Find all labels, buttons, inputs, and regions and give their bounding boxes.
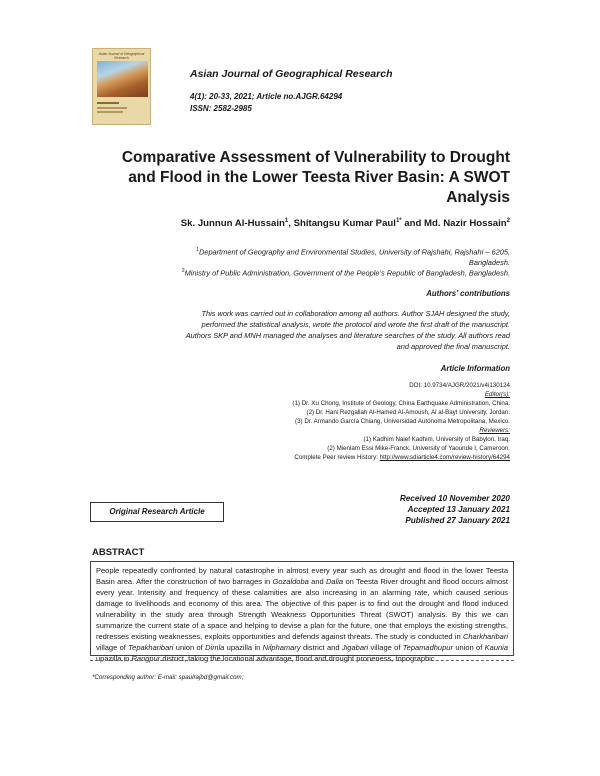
- author-list: [60, 218, 510, 229]
- abstract-place-name: Dimla: [205, 643, 225, 652]
- doi: DOI: 10.9734/AJGR/2021/v4i130124: [409, 382, 510, 389]
- author-affiliation-mark: 2: [506, 218, 510, 224]
- editor-entry: (1) Dr. Xu Chong, Institute of Geology, China Earthquake Administration, China.: [292, 400, 510, 407]
- abstract-text: district, taking the locational advantage, flood and drought proneness, topographic: [160, 654, 435, 663]
- reviewers-label: Reviewers:: [479, 427, 510, 434]
- author-affiliation-mark: 1: [284, 218, 289, 224]
- abstract-place-name: Jigabari: [341, 643, 369, 652]
- cover-landscape-image: [97, 61, 148, 97]
- affiliation-mark: 1: [196, 247, 199, 253]
- title-line: and Flood in the Lower Teesta River Basin: A SWOT: [128, 169, 510, 186]
- abstract-text: village of: [368, 643, 403, 652]
- issue-line: 4(1): 20-33, 2021; Article no.AJGR.64294: [190, 92, 343, 101]
- article-info-block: [200, 381, 510, 462]
- abstract-text: and: [308, 577, 327, 586]
- abstract-text: union of: [452, 643, 485, 652]
- abstract-place-name: Rangpur: [131, 654, 161, 663]
- author-name: Md. Nazir Hossain: [424, 218, 507, 230]
- abstract-text: upazilla in: [96, 654, 132, 663]
- author-separator: and: [401, 218, 425, 230]
- publication-dates: [320, 493, 510, 526]
- paper-title: [60, 148, 510, 208]
- review-history: [200, 453, 510, 462]
- editors-label: Editor(s):: [484, 391, 510, 398]
- journal-name: Asian Journal of Geographical Research: [190, 68, 393, 80]
- issn-line: ISSN: 2582-2985: [190, 104, 252, 113]
- contributions-text: [80, 308, 510, 352]
- review-history-label: Complete Peer review History:: [294, 454, 380, 461]
- author-name: Shitangsu Kumar Paul: [293, 218, 396, 230]
- contributions-line: and approved the final manuscript.: [396, 342, 510, 351]
- article-type-box: Original Research Article: [90, 502, 224, 522]
- affiliation-mark: 2: [181, 268, 185, 274]
- article-info-heading: Article Information: [440, 364, 510, 373]
- abstract-heading: ABSTRACT: [92, 547, 145, 558]
- abstract-place-name: Nilphamary: [262, 643, 301, 652]
- contributions-line: This work was carried out in collaboration among all authors. Author SJAH designed the study,: [201, 309, 510, 318]
- abstract-text: People repeatedly confronted by natural catastrophe in almost every year such as drought and flood in the lower Teesta Basin area. After the construction of two barrages in: [96, 566, 508, 586]
- cover-decoration-bar: [97, 107, 127, 109]
- abstract-box: [90, 561, 514, 663]
- affiliation: [40, 245, 510, 268]
- abstract-text: district and: [300, 643, 342, 652]
- abstract-place-name: Kaunia: [484, 643, 509, 652]
- cover-decoration-bar: [97, 102, 119, 104]
- abstract-place-name: Tepakharibari: [128, 643, 174, 652]
- author-name: Sk. Junnun Al-Hussain: [180, 218, 285, 230]
- abstract-place-name: Dalia: [326, 577, 344, 586]
- abstract-text: village of: [96, 643, 129, 652]
- cover-decoration-bar: [97, 111, 123, 113]
- abstract-place-name: Gozaldoba: [272, 577, 309, 586]
- reviewer-entry: (1) Kadhim Naief Kadhim, University of Babylon, Iraq.: [363, 436, 510, 443]
- accepted-date: Accepted 13 January 2021: [407, 505, 510, 514]
- journal-cover-thumbnail: [92, 48, 151, 125]
- title-line: Comparative Assessment of Vulnerability to Drought: [121, 149, 510, 166]
- affiliation-text: Department of Geography and Environmental Studies, University of Rajshahi, Rajshahi – 6205,: [199, 247, 510, 257]
- review-history-link[interactable]: http://www.sdiarticle4.com/review-history/64294: [379, 454, 510, 461]
- published-date: Published 27 January 2021: [405, 516, 510, 525]
- affiliation-text: Bangladesh.: [468, 258, 510, 268]
- reviewer-entry: (2) Mienlam Essi Mike-Franck, University of Yaounde I, Cameroon.: [327, 445, 510, 452]
- abstract-place-name: Charkharibari: [462, 632, 508, 641]
- affiliation: [40, 266, 510, 278]
- abstract-text: upazilla in: [224, 643, 263, 652]
- abstract-text: on Teesta River drought and flood occurs almost every year. Intensity and frequency of these calamities are also increasing in an alarming rate, which caused serious damage to livelihoods and economy of this area. The objective of this paper is to find out the drought and flood induced vulnerability in the study area through Strength Weakness Opportunities Threat (SWOT) analysis. By this we can summarize the current state of a space and helping to devise a plan for the future, one that employs the existing strengths, redresses existing weaknesses, exploits opportunities and defends against threats. The study is conducted in: [96, 577, 508, 641]
- footnote-divider: [90, 660, 514, 661]
- author-affiliation-mark: 1*: [395, 218, 402, 224]
- abstract-place-name: Tepamadhupur: [402, 643, 453, 652]
- contributions-line: Authors SKP and MNH managed the analyses and literature searches of the study. All authors read: [185, 331, 510, 340]
- editor-entry: (3) Dr. Armando García Chiang, Universidad Autónoma Metropolitana, Mexico.: [295, 418, 510, 425]
- cover-caption: Asian Journal of Geographical Research: [98, 52, 145, 60]
- affiliation-text: Ministry of Public Administration, Government of the People’s Republic of Bangladesh, Bangladesh.: [184, 268, 510, 278]
- received-date: Received 10 November 2020: [399, 494, 510, 503]
- abstract-text: union of: [173, 643, 206, 652]
- author-separator: ,: [288, 218, 294, 230]
- corresponding-author-footnote: *Corresponding author: E-mail: spaulrajbd@gmail.com;: [92, 674, 244, 681]
- title-line: Analysis: [446, 189, 510, 206]
- journal-issue-info: [190, 91, 342, 115]
- contributions-line: performed the statistical analysis, wrote the protocol and wrote the first draft of the manuscript.: [201, 320, 510, 329]
- editor-entry: (2) Dr. Hani Rezgallah Al-Hamed Al-Amoush, Al al-Bayt University, Jordan.: [306, 409, 510, 416]
- contributions-heading: Authors’ contributions: [426, 289, 510, 298]
